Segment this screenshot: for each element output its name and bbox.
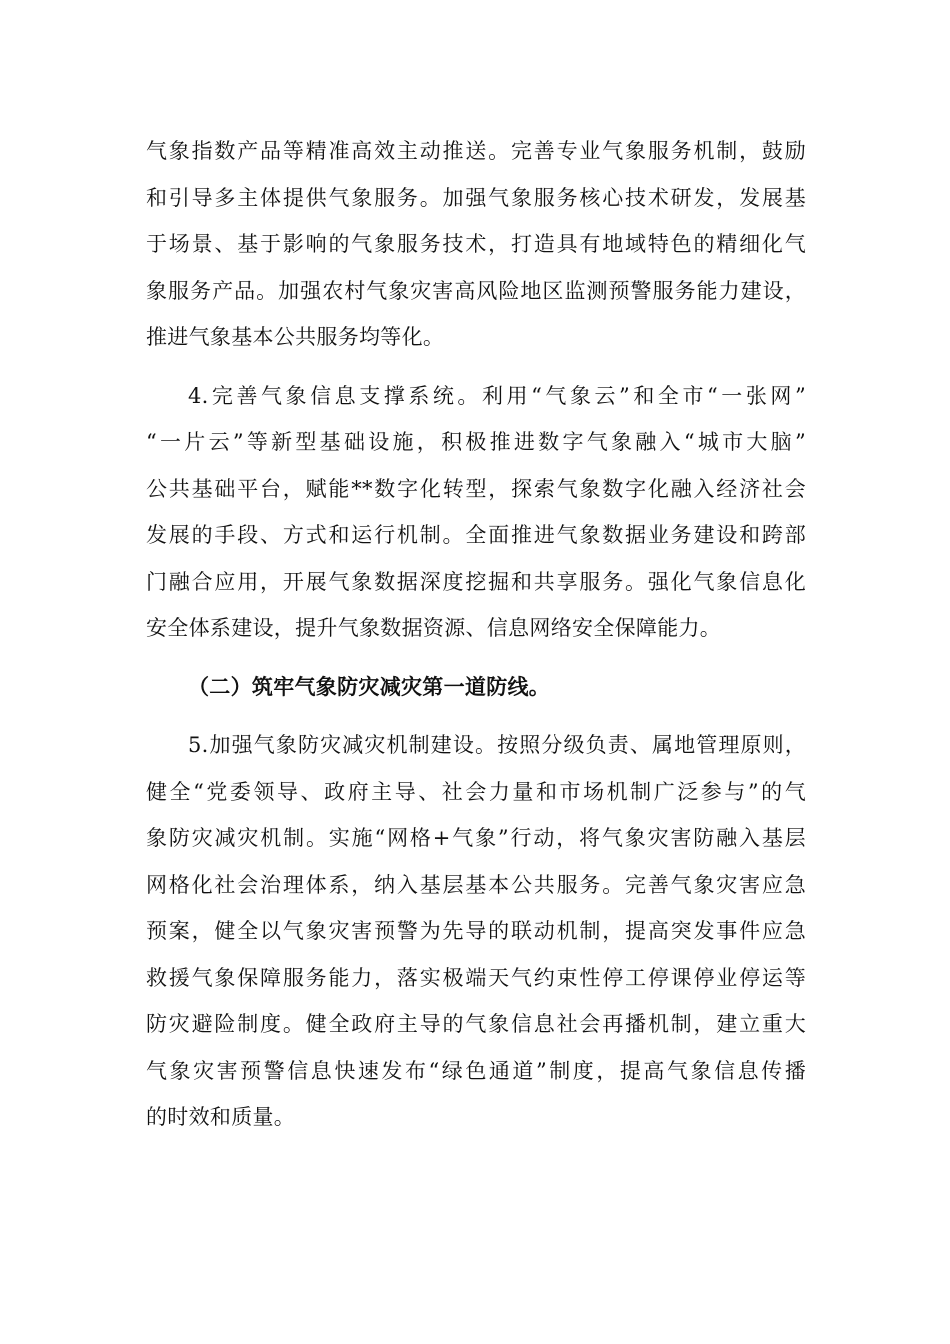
paragraph-gap [146,710,806,722]
text-line: 门融合应用，开展气象数据深度挖掘和共享服务。强化气象信息化 [146,569,806,594]
text-line: 网格化社会治理体系，纳入基层基本公共服务。完善气象灾害应急 [146,872,806,897]
text-line: 和引导多主体提供气象服务。加强气象服务核心技术研发，发展基 [146,185,806,210]
text-line: 预案，健全以气象灾害预警为先导的联动机制，提高突发事件应急 [146,919,806,943]
paragraph-3 [146,722,806,1141]
text-line: 推进气象基本公共服务均等化。 [146,325,445,349]
text-line: 健全“党委领导、政府主导、社会力量和市场机制广泛参与”的气 [146,779,806,804]
text-line: 气象灾害预警信息快速发布“绿色通道”制度，提高气象信息传播 [146,1058,806,1083]
paragraph-gap [146,652,806,664]
text-line: 发展的手段、方式和运行机制。全面推进气象数据业务建设和跨部 [146,523,806,547]
text-line: 象防灾减灾机制。实施“网格+气象”行动，将气象灾害防融入基层 [146,826,806,850]
text-line: 的时效和质量。 [146,1105,296,1129]
text-line: 安全体系建设，提升气象数据资源、信息网络安全保障能力。 [146,616,722,640]
paragraph-2 [146,373,806,652]
document-body [146,128,806,1141]
paragraph-1 [146,128,806,361]
paragraph-gap [146,361,806,373]
text-line: 象服务产品。加强农村气象灾害高风险地区监测预警服务能力建设， [146,278,806,303]
text-line: 气象指数产品等精准高效主动推送。完善专业气象服务机制，鼓励 [146,139,806,163]
text-line: 4.完善气象信息支撑系统。利用“气象云”和全市“一张网” [188,383,806,408]
text-line: 救援气象保障服务能力，落实极端天气约束性停工停课停业停运等 [146,965,806,990]
text-line: 5.加强气象防灾减灾机制建设。按照分级负责、属地管理原则， [188,733,806,757]
text-line: 防灾避险制度。健全政府主导的气象信息社会再播机制，建立重大 [146,1012,806,1036]
text-line: 于场景、基于影响的气象服务技术，打造具有地域特色的精细化气 [146,232,806,256]
section-heading: （二）筑牢气象防灾减灾第一道防线。 [188,673,551,699]
text-line: “一片云”等新型基础设施，积极推进数字气象融入“城市大脑” [146,430,806,454]
text-line: 公共基础平台，赋能**数字化转型，探索气象数字化融入经济社会 [146,476,806,501]
